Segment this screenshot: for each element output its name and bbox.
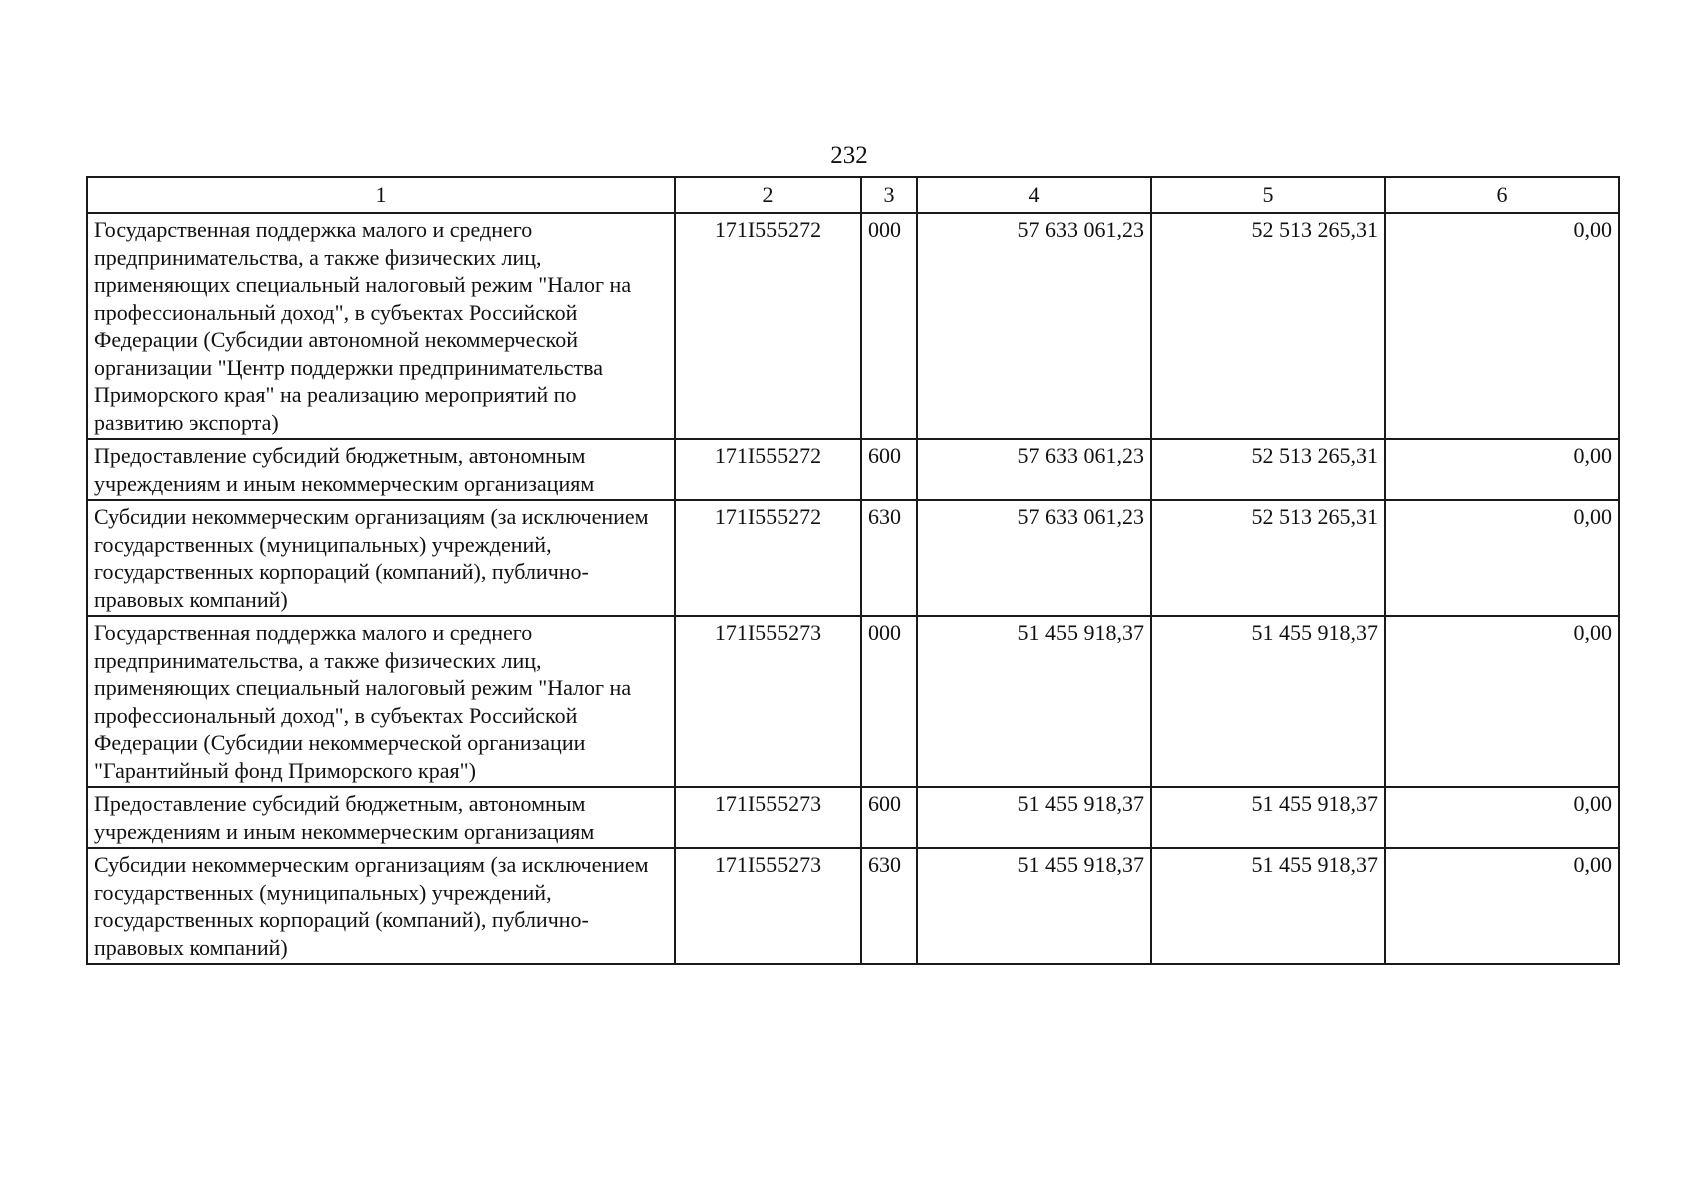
column-number-row <box>87 177 1619 213</box>
table-row <box>87 616 1619 787</box>
table-row <box>87 500 1619 616</box>
target-article-code: 171I555272 <box>675 439 861 500</box>
amount-column-4: 51 455 918,37 <box>917 848 1151 964</box>
amount-column-4: 57 633 061,23 <box>917 439 1151 500</box>
amount-column-4: 57 633 061,23 <box>917 500 1151 616</box>
target-article-code: 171I555273 <box>675 616 861 787</box>
amount-column-6: 0,00 <box>1385 616 1619 787</box>
expense-name: Государственная поддержка малого и среднего предпринимательства, а также физических лиц, применяющих специальный налоговый режим "Налог на профессиональный доход", в субъектах Российской Федерации (Субсидии некоммерческой организации "Гарантийный фонд Приморского края") <box>87 616 675 787</box>
table-row <box>87 848 1619 964</box>
expense-name: Государственная поддержка малого и среднего предпринимательства, а также физических лиц, применяющих специальный налоговый режим "Налог на профессиональный доход", в субъектах Российской Федерации (Субсидии автономной некоммерческой организации "Центр поддержки предпринимательства Приморского края" на реализацию мероприятий по развитию экспорта) <box>87 213 675 439</box>
amount-column-4: 51 455 918,37 <box>917 787 1151 848</box>
amount-column-5: 51 455 918,37 <box>1151 848 1385 964</box>
page-number: 232 <box>830 142 868 169</box>
target-article-code: 171I555273 <box>675 787 861 848</box>
expense-type-code: 630 <box>861 848 917 964</box>
budget-table <box>86 176 1620 965</box>
target-article-code: 171I555272 <box>675 213 861 439</box>
amount-column-6: 0,00 <box>1385 213 1619 439</box>
amount-column-6: 0,00 <box>1385 787 1619 848</box>
column-header-2: 2 <box>675 177 861 213</box>
table-row <box>87 213 1619 439</box>
amount-column-5: 51 455 918,37 <box>1151 616 1385 787</box>
expense-name: Предоставление субсидий бюджетным, автономным учреждениям и иным некоммерческим организациям <box>87 787 675 848</box>
expense-type-code: 000 <box>861 616 917 787</box>
expense-name: Субсидии некоммерческим организациям (за исключением государственных (муниципальных) учреждений, государственных корпораций (компаний), публично-правовых компаний) <box>87 848 675 964</box>
target-article-code: 171I555273 <box>675 848 861 964</box>
amount-column-6: 0,00 <box>1385 848 1619 964</box>
column-header-3: 3 <box>861 177 917 213</box>
amount-column-5: 51 455 918,37 <box>1151 787 1385 848</box>
expense-type-code: 000 <box>861 213 917 439</box>
amount-column-5: 52 513 265,31 <box>1151 213 1385 439</box>
column-header-4: 4 <box>917 177 1151 213</box>
expense-type-code: 600 <box>861 439 917 500</box>
expense-type-code: 600 <box>861 787 917 848</box>
amount-column-5: 52 513 265,31 <box>1151 500 1385 616</box>
amount-column-4: 51 455 918,37 <box>917 616 1151 787</box>
amount-column-6: 0,00 <box>1385 500 1619 616</box>
amount-column-4: 57 633 061,23 <box>917 213 1151 439</box>
column-header-6: 6 <box>1385 177 1619 213</box>
expense-name: Предоставление субсидий бюджетным, автономным учреждениям и иным некоммерческим организациям <box>87 439 675 500</box>
column-header-1: 1 <box>87 177 675 213</box>
expense-type-code: 630 <box>861 500 917 616</box>
table-row <box>87 787 1619 848</box>
amount-column-6: 0,00 <box>1385 439 1619 500</box>
column-header-5: 5 <box>1151 177 1385 213</box>
expense-name: Субсидии некоммерческим организациям (за исключением государственных (муниципальных) учреждений, государственных корпораций (компаний), публично-правовых компаний) <box>87 500 675 616</box>
amount-column-5: 52 513 265,31 <box>1151 439 1385 500</box>
table-row <box>87 439 1619 500</box>
target-article-code: 171I555272 <box>675 500 861 616</box>
